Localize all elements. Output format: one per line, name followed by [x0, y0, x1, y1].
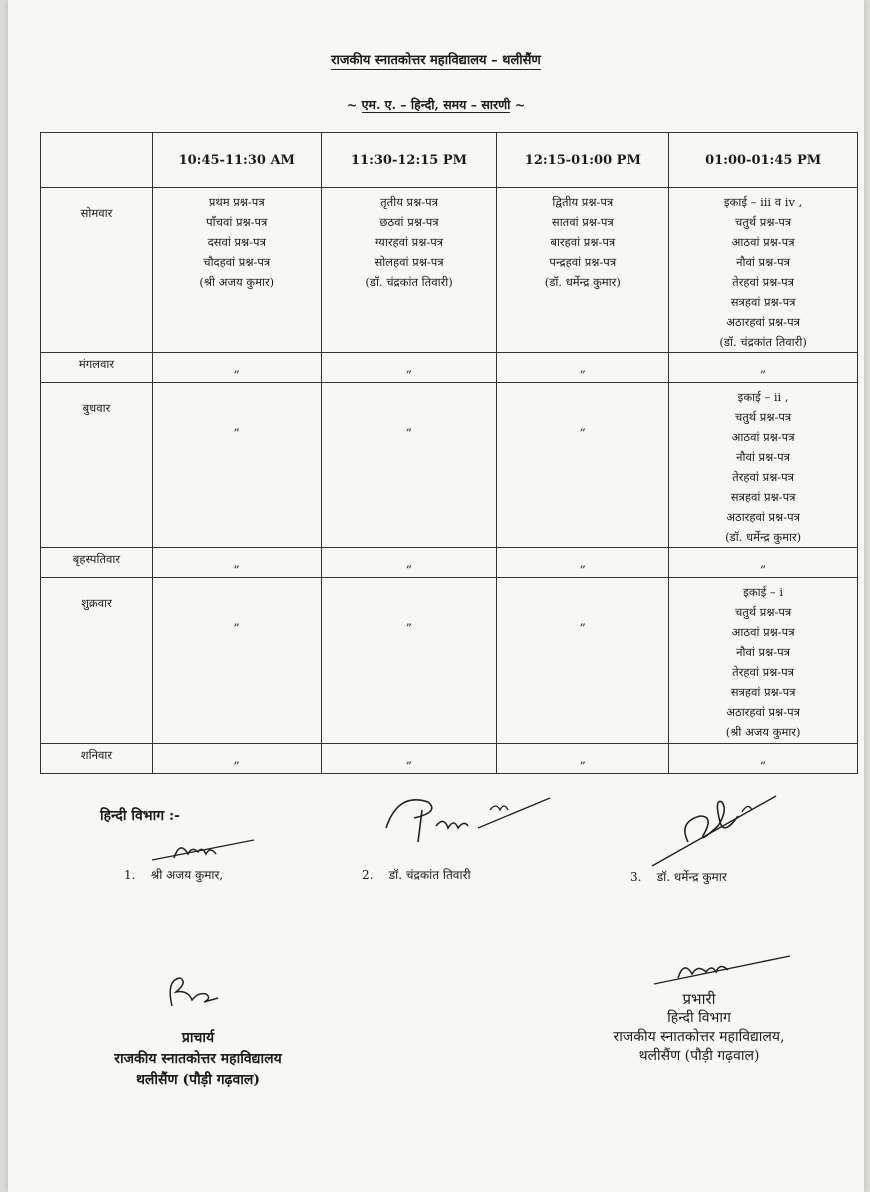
day-row	[41, 353, 858, 383]
faculty-number: 1.	[124, 868, 136, 882]
ditto-mark: „	[497, 383, 669, 548]
subject-line: (डॉ. चंद्रकांत तिवारी)	[719, 335, 807, 349]
subject-line: प्रथम प्रश्न-पत्र	[208, 195, 265, 209]
subject-cell	[152, 188, 321, 353]
ditto-mark: „	[152, 578, 321, 744]
time-slot-header: 01:00-01:45 PM	[669, 133, 858, 188]
signature-dharmendra-kumar	[648, 786, 788, 870]
subject-line: सत्रहवां प्रश्न-पत्र	[730, 685, 796, 699]
subject-line: अठारहवां प्रश्न-पत्र	[726, 510, 800, 524]
subject-line: पन्द्रहवां प्रश्न-पत्र	[549, 255, 617, 269]
timetable-body	[41, 188, 858, 774]
signature-ajay-kumar	[144, 832, 264, 868]
day-label: बुधवार	[41, 383, 153, 548]
faculty-number: 3.	[630, 870, 642, 884]
faculty-signature-1	[124, 866, 223, 883]
faculty-name: डॉ. धर्मेन्द्र कुमार	[656, 870, 727, 884]
college-title-text: राजकीय स्नातकोत्तर महाविद्यालय – थलीसैंण	[331, 53, 541, 68]
time-slot-header: 12:15-01:00 PM	[497, 133, 669, 188]
subject-line: दसवां प्रश्न-पत्र	[207, 235, 266, 249]
ditto-mark: „	[152, 548, 321, 578]
timetable	[40, 132, 858, 774]
day-label: सोमवार	[41, 188, 153, 353]
time-slot-header: 10:45-11:30 AM	[152, 133, 321, 188]
subject-line: (डॉ. धर्मेन्द्र कुमार)	[544, 275, 621, 289]
ditto-mark: „	[497, 353, 669, 383]
ditto-mark: „	[152, 383, 321, 548]
ditto-mark: „	[321, 578, 497, 744]
subject-line: चौदहवां प्रश्न-पत्र	[203, 255, 271, 269]
subtitle-suffix: ~	[510, 97, 526, 112]
subject-line: चतुर्थ प्रश्न-पत्र	[734, 215, 792, 229]
subject-cell	[669, 383, 858, 548]
day-label: मंगलवार	[41, 353, 153, 383]
principal-location: थलीसैंण (पौड़ी गढ़वाल)	[135, 1072, 260, 1088]
ditto-mark: „	[152, 353, 321, 383]
subtitle-prefix: ~	[346, 97, 362, 112]
incharge-department: हिन्दी विभाग	[667, 1010, 731, 1026]
day-row	[41, 188, 858, 353]
ditto-mark: „	[497, 548, 669, 578]
principal-title: प्राचार्य	[181, 1030, 215, 1046]
timetable-header-row	[41, 133, 858, 188]
subject-cell	[497, 188, 669, 353]
subject-line: छठवां प्रश्न-पत्र	[379, 215, 439, 229]
subject-line: इकाई – iii व iv ,	[723, 195, 803, 209]
header-corner	[41, 133, 153, 188]
incharge-title: प्रभारी	[682, 990, 716, 1008]
subject-line: अठारहवां प्रश्न-पत्र	[726, 315, 800, 329]
subject-line: अठारहवां प्रश्न-पत्र	[726, 705, 800, 719]
subject-line: तेरहवां प्रश्न-पत्र	[732, 470, 795, 484]
incharge-college: राजकीय स्नातकोत्तर महाविद्यालय,	[613, 1029, 785, 1045]
signature-chandrakant-tiwari	[378, 788, 558, 848]
subject-line: चतुर्थ प्रश्न-पत्र	[734, 605, 792, 619]
subject-cell	[669, 578, 858, 744]
subject-line: तेरहवां प्रश्न-पत्र	[732, 275, 795, 289]
subject-cell	[669, 188, 858, 353]
principal-block	[88, 1028, 308, 1091]
subject-line: आठवां प्रश्न-पत्र	[731, 430, 795, 444]
faculty-signature-3	[630, 868, 727, 885]
ditto-mark: „	[497, 578, 669, 744]
signature-incharge	[648, 950, 798, 990]
ditto-mark: „	[669, 548, 858, 578]
day-label: शुक्रवार	[41, 578, 153, 744]
subject-line: बारहवां प्रश्न-पत्र	[550, 235, 616, 249]
ditto-mark: „	[321, 548, 497, 578]
subject-line: (श्री अजय कुमार)	[199, 275, 275, 289]
ditto-mark: „	[321, 744, 497, 774]
ditto-mark: „	[152, 744, 321, 774]
faculty-name: डॉ. चंद्रकांत तिवारी	[388, 868, 471, 882]
subject-line: (डॉ. धर्मेन्द्र कुमार)	[725, 530, 802, 544]
subject-line: नौवां प्रश्न-पत्र	[736, 255, 791, 269]
time-slot-header: 11:30-12:15 PM	[321, 133, 497, 188]
ditto-mark: „	[321, 353, 497, 383]
subject-line: तृतीय प्रश्न-पत्र	[380, 195, 438, 209]
subject-line: इकाई – ii ,	[737, 390, 789, 404]
subject-line: पाँचवां प्रश्न-पत्र	[206, 215, 268, 229]
signature-principal	[158, 970, 228, 1014]
subject-line: चतुर्थ प्रश्न-पत्र	[734, 410, 792, 424]
subject-line: आठवां प्रश्न-पत्र	[731, 235, 795, 249]
subject-line: नौवां प्रश्न-पत्र	[736, 645, 791, 659]
faculty-number: 2.	[362, 868, 374, 882]
faculty-signature-2	[362, 866, 471, 883]
day-row	[41, 744, 858, 774]
subtitle-text: एम. ए. – हिन्दी, समय – सारणी	[361, 97, 511, 112]
day-label: बृहस्पतिवार	[41, 548, 153, 578]
subject-line: (श्री अजय कुमार)	[725, 725, 801, 739]
incharge-location: थलीसैंण (पौड़ी गढ़वाल)	[638, 1048, 760, 1064]
document-sheet	[8, 0, 864, 1192]
ditto-mark: „	[669, 353, 858, 383]
subject-line: सोलहवां प्रश्न-पत्र	[374, 255, 444, 269]
subject-line: नौवां प्रश्न-पत्र	[736, 450, 791, 464]
subject-line: इकाई – i	[743, 585, 784, 599]
day-row	[41, 578, 858, 744]
incharge-block	[584, 990, 814, 1066]
day-label: शनिवार	[41, 744, 153, 774]
subject-line: तेरहवां प्रश्न-पत्र	[732, 665, 795, 679]
subject-line: सत्रहवां प्रश्न-पत्र	[730, 490, 796, 504]
subject-line: ग्यारहवां प्रश्न-पत्र	[374, 235, 444, 249]
ditto-mark: „	[497, 744, 669, 774]
subject-line: (डॉ. चंद्रकांत तिवारी)	[365, 275, 453, 289]
ditto-mark: „	[669, 744, 858, 774]
department-label: हिन्दी विभाग :-	[100, 808, 180, 824]
timetable-subtitle	[8, 96, 864, 113]
college-title	[8, 50, 864, 68]
subject-line: द्वितीय प्रश्न-पत्र	[552, 195, 614, 209]
subject-line: सातवां प्रश्न-पत्र	[551, 215, 614, 229]
day-row	[41, 383, 858, 548]
principal-college: राजकीय स्नातकोत्तर महाविद्यालय	[114, 1051, 282, 1067]
subject-line: सत्रहवां प्रश्न-पत्र	[730, 295, 796, 309]
day-row	[41, 548, 858, 578]
subject-cell	[321, 188, 497, 353]
faculty-name: श्री अजय कुमार,	[150, 868, 224, 882]
ditto-mark: „	[321, 383, 497, 548]
subject-line: आठवां प्रश्न-पत्र	[731, 625, 795, 639]
